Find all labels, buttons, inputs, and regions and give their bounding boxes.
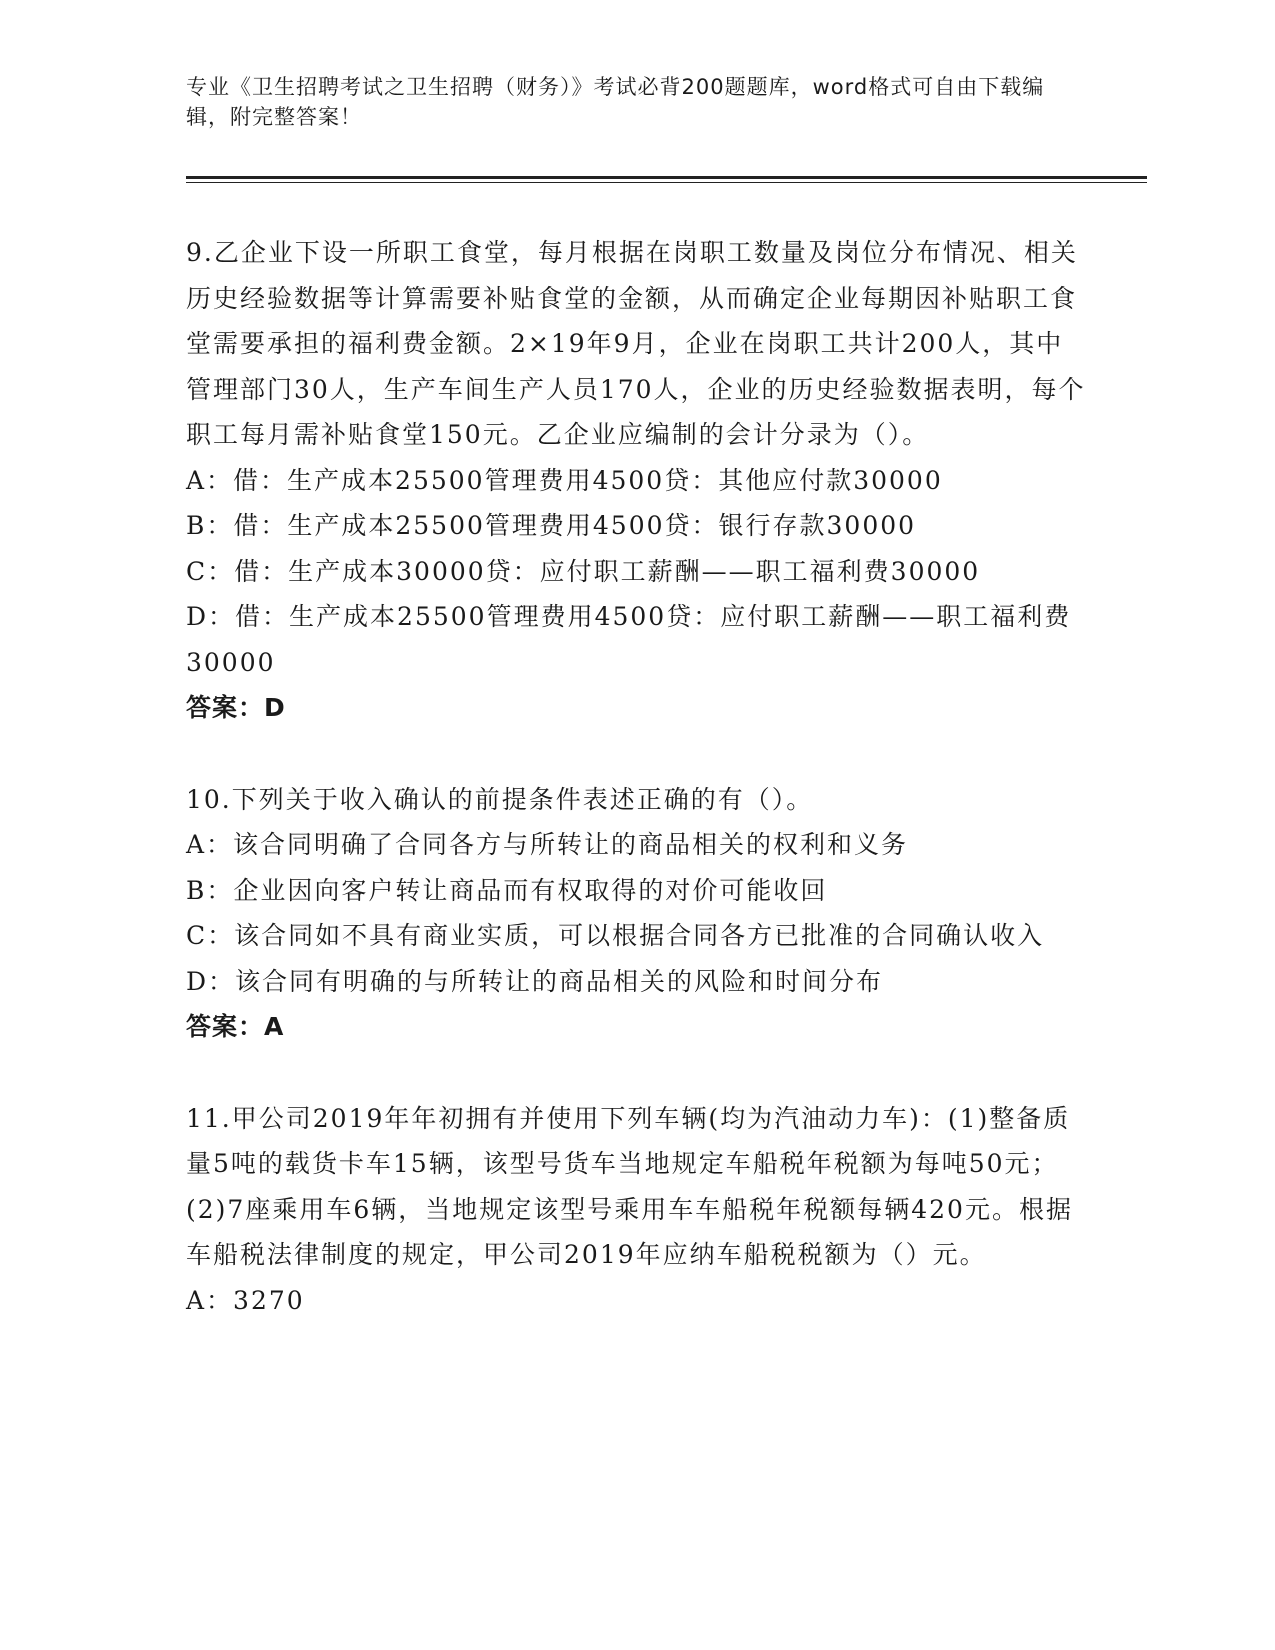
document-header: 专业《卫生招聘考试之卫生招聘（财务）》考试必背200题题库，word格式可自由下载编辑，附完整答案！: [186, 75, 1045, 129]
option-a: A：该合同明确了合同各方与所转让的商品相关的权利和义务: [186, 830, 909, 859]
question-stem: 11.甲公司2019年年初拥有并使用下列车辆(均为汽油动力车)：(1)整备质量5吨的载货卡车15辆，该型号货车当地规定车船税年税额为每吨50元；(2)7座乘用车6辆，当地规定该型号乘用车车船税年税额每辆420元。根据车船税法律制度的规定，甲公司2019年应纳车船税税额为（）元。: [186, 1103, 1073, 1269]
answer: 答案：A: [186, 1012, 285, 1041]
question-9: [186, 230, 1086, 731]
question-stem: 9.乙企业下设一所职工食堂，每月根据在岗职工数量及岗位分布情况、相关历史经验数据等计算需要补贴食堂的金额，从而确定企业每期因补贴职工食堂需要承担的福利费金额。2×19年9月，企业在岗职工共计200人，其中管理部门30人，生产车间生产人员170人，企业的历史经验数据表明，每个职工每月需补贴食堂150元。乙企业应编制的会计分录为（）。: [186, 238, 1086, 449]
option-b: B：企业因向客户转让商品而有权取得的对价可能收回: [186, 875, 828, 905]
question-11: [186, 1096, 1086, 1324]
question-10: [186, 777, 1086, 1050]
option-c: C：该合同如不具有商业实质，可以根据合同各方已批准的合同确认收入: [186, 921, 1045, 950]
question-list: [186, 230, 1086, 1323]
answer: 答案：D: [186, 693, 286, 722]
option-d: D：该合同有明确的与所转让的商品相关的风险和时间分布: [186, 966, 884, 996]
header-divider: [186, 176, 1147, 183]
option-d: D：借：生产成本25500管理费用4500贷：应付职工薪酬——职工福利费30000: [186, 602, 1072, 677]
option-a: A：3270: [186, 1285, 305, 1315]
question-stem: 10.下列关于收入确认的前提条件表述正确的有（）。: [186, 784, 814, 814]
option-b: B：借：生产成本25500管理费用4500贷：银行存款30000: [186, 511, 917, 540]
option-a: A：借：生产成本25500管理费用4500贷：其他应付款30000: [186, 465, 943, 495]
option-c: C：借：生产成本30000贷：应付职工薪酬——职工福利费30000: [186, 556, 981, 586]
